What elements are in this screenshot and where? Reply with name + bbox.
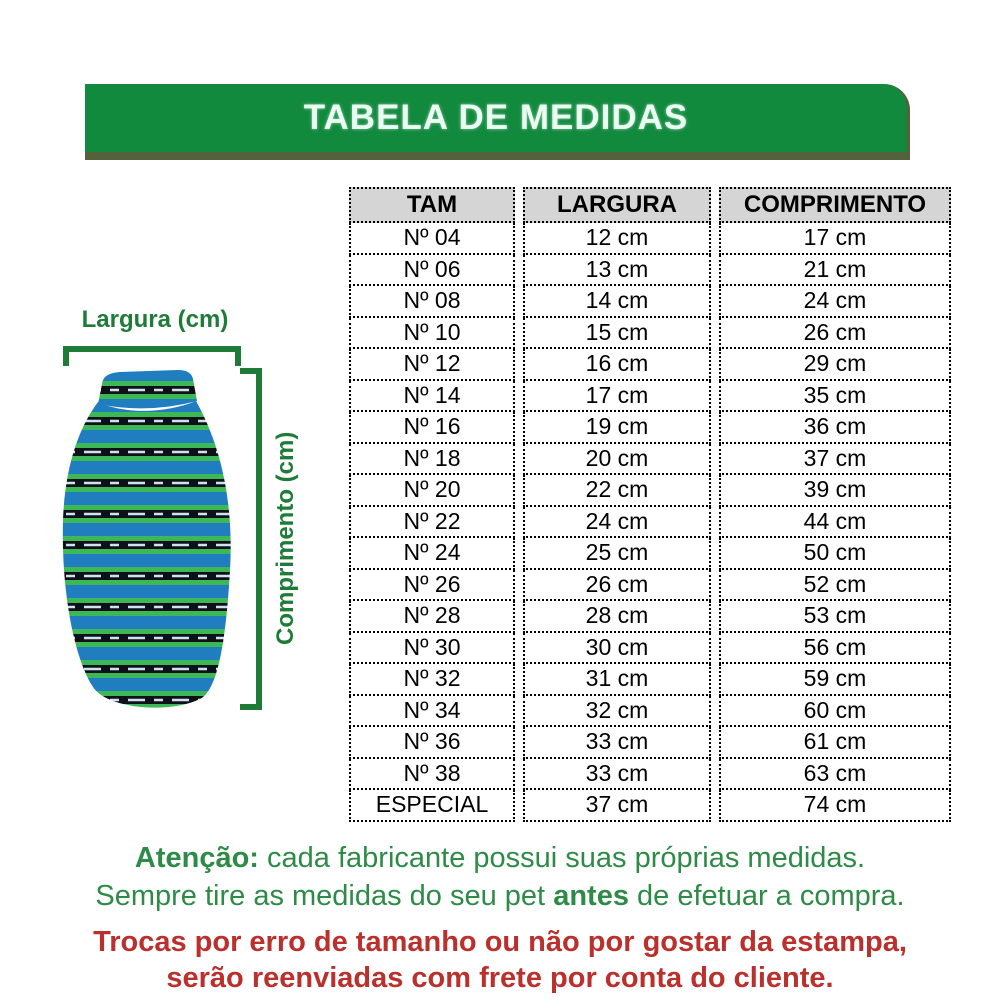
table-cell: 29 cm xyxy=(719,349,951,381)
table-cell: 13 cm xyxy=(523,255,711,287)
table-cell: 26 cm xyxy=(523,570,711,602)
table-cell: 17 cm xyxy=(523,381,711,413)
measure-note-pre: Sempre tire as medidas do seu pet xyxy=(95,880,554,912)
table-cell: 26 cm xyxy=(719,318,951,350)
measure-note-bold: antes xyxy=(553,880,629,912)
table-row xyxy=(349,790,951,822)
table-cell: Nº 30 xyxy=(349,633,515,665)
table-row xyxy=(349,475,951,507)
table-cell: 14 cm xyxy=(523,286,711,318)
table-header-row xyxy=(349,187,951,223)
table-cell: ESPECIAL xyxy=(349,790,515,822)
table-cell: Nº 10 xyxy=(349,318,515,350)
table-cell: 25 cm xyxy=(523,538,711,570)
table-cell: Nº 26 xyxy=(349,570,515,602)
table-cell: 24 cm xyxy=(523,507,711,539)
attention-note xyxy=(0,842,1000,875)
table-cell: Nº 06 xyxy=(349,255,515,287)
table-cell: Nº 22 xyxy=(349,507,515,539)
table-cell: 33 cm xyxy=(523,727,711,759)
title-banner xyxy=(85,84,910,160)
table-cell: 50 cm xyxy=(719,538,951,570)
attention-note-text: cada fabricante possui suas próprias medidas. xyxy=(258,842,866,874)
table-cell: Nº 04 xyxy=(349,223,515,255)
warning-line-2: serão reenviadas com frete por conta do cliente. xyxy=(166,962,834,994)
table-cell: Nº 38 xyxy=(349,759,515,791)
table-row xyxy=(349,601,951,633)
table-cell: 60 cm xyxy=(719,696,951,728)
table-cell: 44 cm xyxy=(719,507,951,539)
width-label: Largura (cm) xyxy=(81,306,229,333)
table-cell: 30 cm xyxy=(523,633,711,665)
table-row xyxy=(349,633,951,665)
sweater-collar xyxy=(98,370,197,408)
table-cell: 61 cm xyxy=(719,727,951,759)
length-label: Comprimento (cm) xyxy=(272,431,299,645)
table-row xyxy=(349,223,951,255)
size-table-body xyxy=(349,223,951,822)
table-row xyxy=(349,318,951,350)
size-table xyxy=(341,187,959,822)
measure-note-post: de efetuar a compra. xyxy=(628,880,905,912)
table-cell: 63 cm xyxy=(719,759,951,791)
table-cell: Nº 08 xyxy=(349,286,515,318)
table-cell: 59 cm xyxy=(719,664,951,696)
table-row xyxy=(349,538,951,570)
table-cell: Nº 18 xyxy=(349,444,515,476)
table-cell: Nº 36 xyxy=(349,727,515,759)
table-cell: Nº 34 xyxy=(349,696,515,728)
table-cell: 24 cm xyxy=(719,286,951,318)
table-row xyxy=(349,381,951,413)
column-header-tam: TAM xyxy=(349,187,515,223)
table-row xyxy=(349,255,951,287)
table-row xyxy=(349,412,951,444)
table-row xyxy=(349,759,951,791)
warning-line-1: Trocas por erro de tamanho ou não por gostar da estampa, xyxy=(93,926,907,958)
table-cell: 31 cm xyxy=(523,664,711,696)
table-row xyxy=(349,664,951,696)
table-cell: 33 cm xyxy=(523,759,711,791)
table-cell: 56 cm xyxy=(719,633,951,665)
table-row xyxy=(349,349,951,381)
table-cell: 35 cm xyxy=(719,381,951,413)
table-cell: 37 cm xyxy=(523,790,711,822)
length-measure-bracket xyxy=(240,368,262,710)
table-cell: 37 cm xyxy=(719,444,951,476)
table-cell: 20 cm xyxy=(523,444,711,476)
table-cell: Nº 16 xyxy=(349,412,515,444)
table-cell: Nº 14 xyxy=(349,381,515,413)
table-cell: 36 cm xyxy=(719,412,951,444)
measure-before-note xyxy=(0,880,1000,913)
table-cell: Nº 12 xyxy=(349,349,515,381)
table-row xyxy=(349,570,951,602)
column-header-comprimento: COMPRIMENTO xyxy=(719,187,951,223)
table-cell: 74 cm xyxy=(719,790,951,822)
table-cell: 19 cm xyxy=(523,412,711,444)
table-row xyxy=(349,727,951,759)
table-cell: Nº 32 xyxy=(349,664,515,696)
table-cell: Nº 28 xyxy=(349,601,515,633)
table-row xyxy=(349,507,951,539)
page-title: TABELA DE MEDIDAS xyxy=(303,98,689,137)
table-cell: 16 cm xyxy=(523,349,711,381)
width-measure-bracket xyxy=(63,346,241,366)
sweater-body xyxy=(63,401,231,708)
table-cell: 32 cm xyxy=(523,696,711,728)
table-cell: 17 cm xyxy=(719,223,951,255)
table-cell: Nº 20 xyxy=(349,475,515,507)
table-cell: 22 cm xyxy=(523,475,711,507)
table-cell: 53 cm xyxy=(719,601,951,633)
table-cell: 28 cm xyxy=(523,601,711,633)
table-cell: 12 cm xyxy=(523,223,711,255)
table-cell: Nº 24 xyxy=(349,538,515,570)
table-row xyxy=(349,286,951,318)
table-row xyxy=(349,696,951,728)
table-cell: 39 cm xyxy=(719,475,951,507)
table-cell: 52 cm xyxy=(719,570,951,602)
column-header-largura: LARGURA xyxy=(523,187,711,223)
table-row xyxy=(349,444,951,476)
table-cell: 21 cm xyxy=(719,255,951,287)
table-cell: 15 cm xyxy=(523,318,711,350)
attention-note-bold: Atenção: xyxy=(134,842,259,874)
pet-sweater-illustration xyxy=(48,368,242,721)
